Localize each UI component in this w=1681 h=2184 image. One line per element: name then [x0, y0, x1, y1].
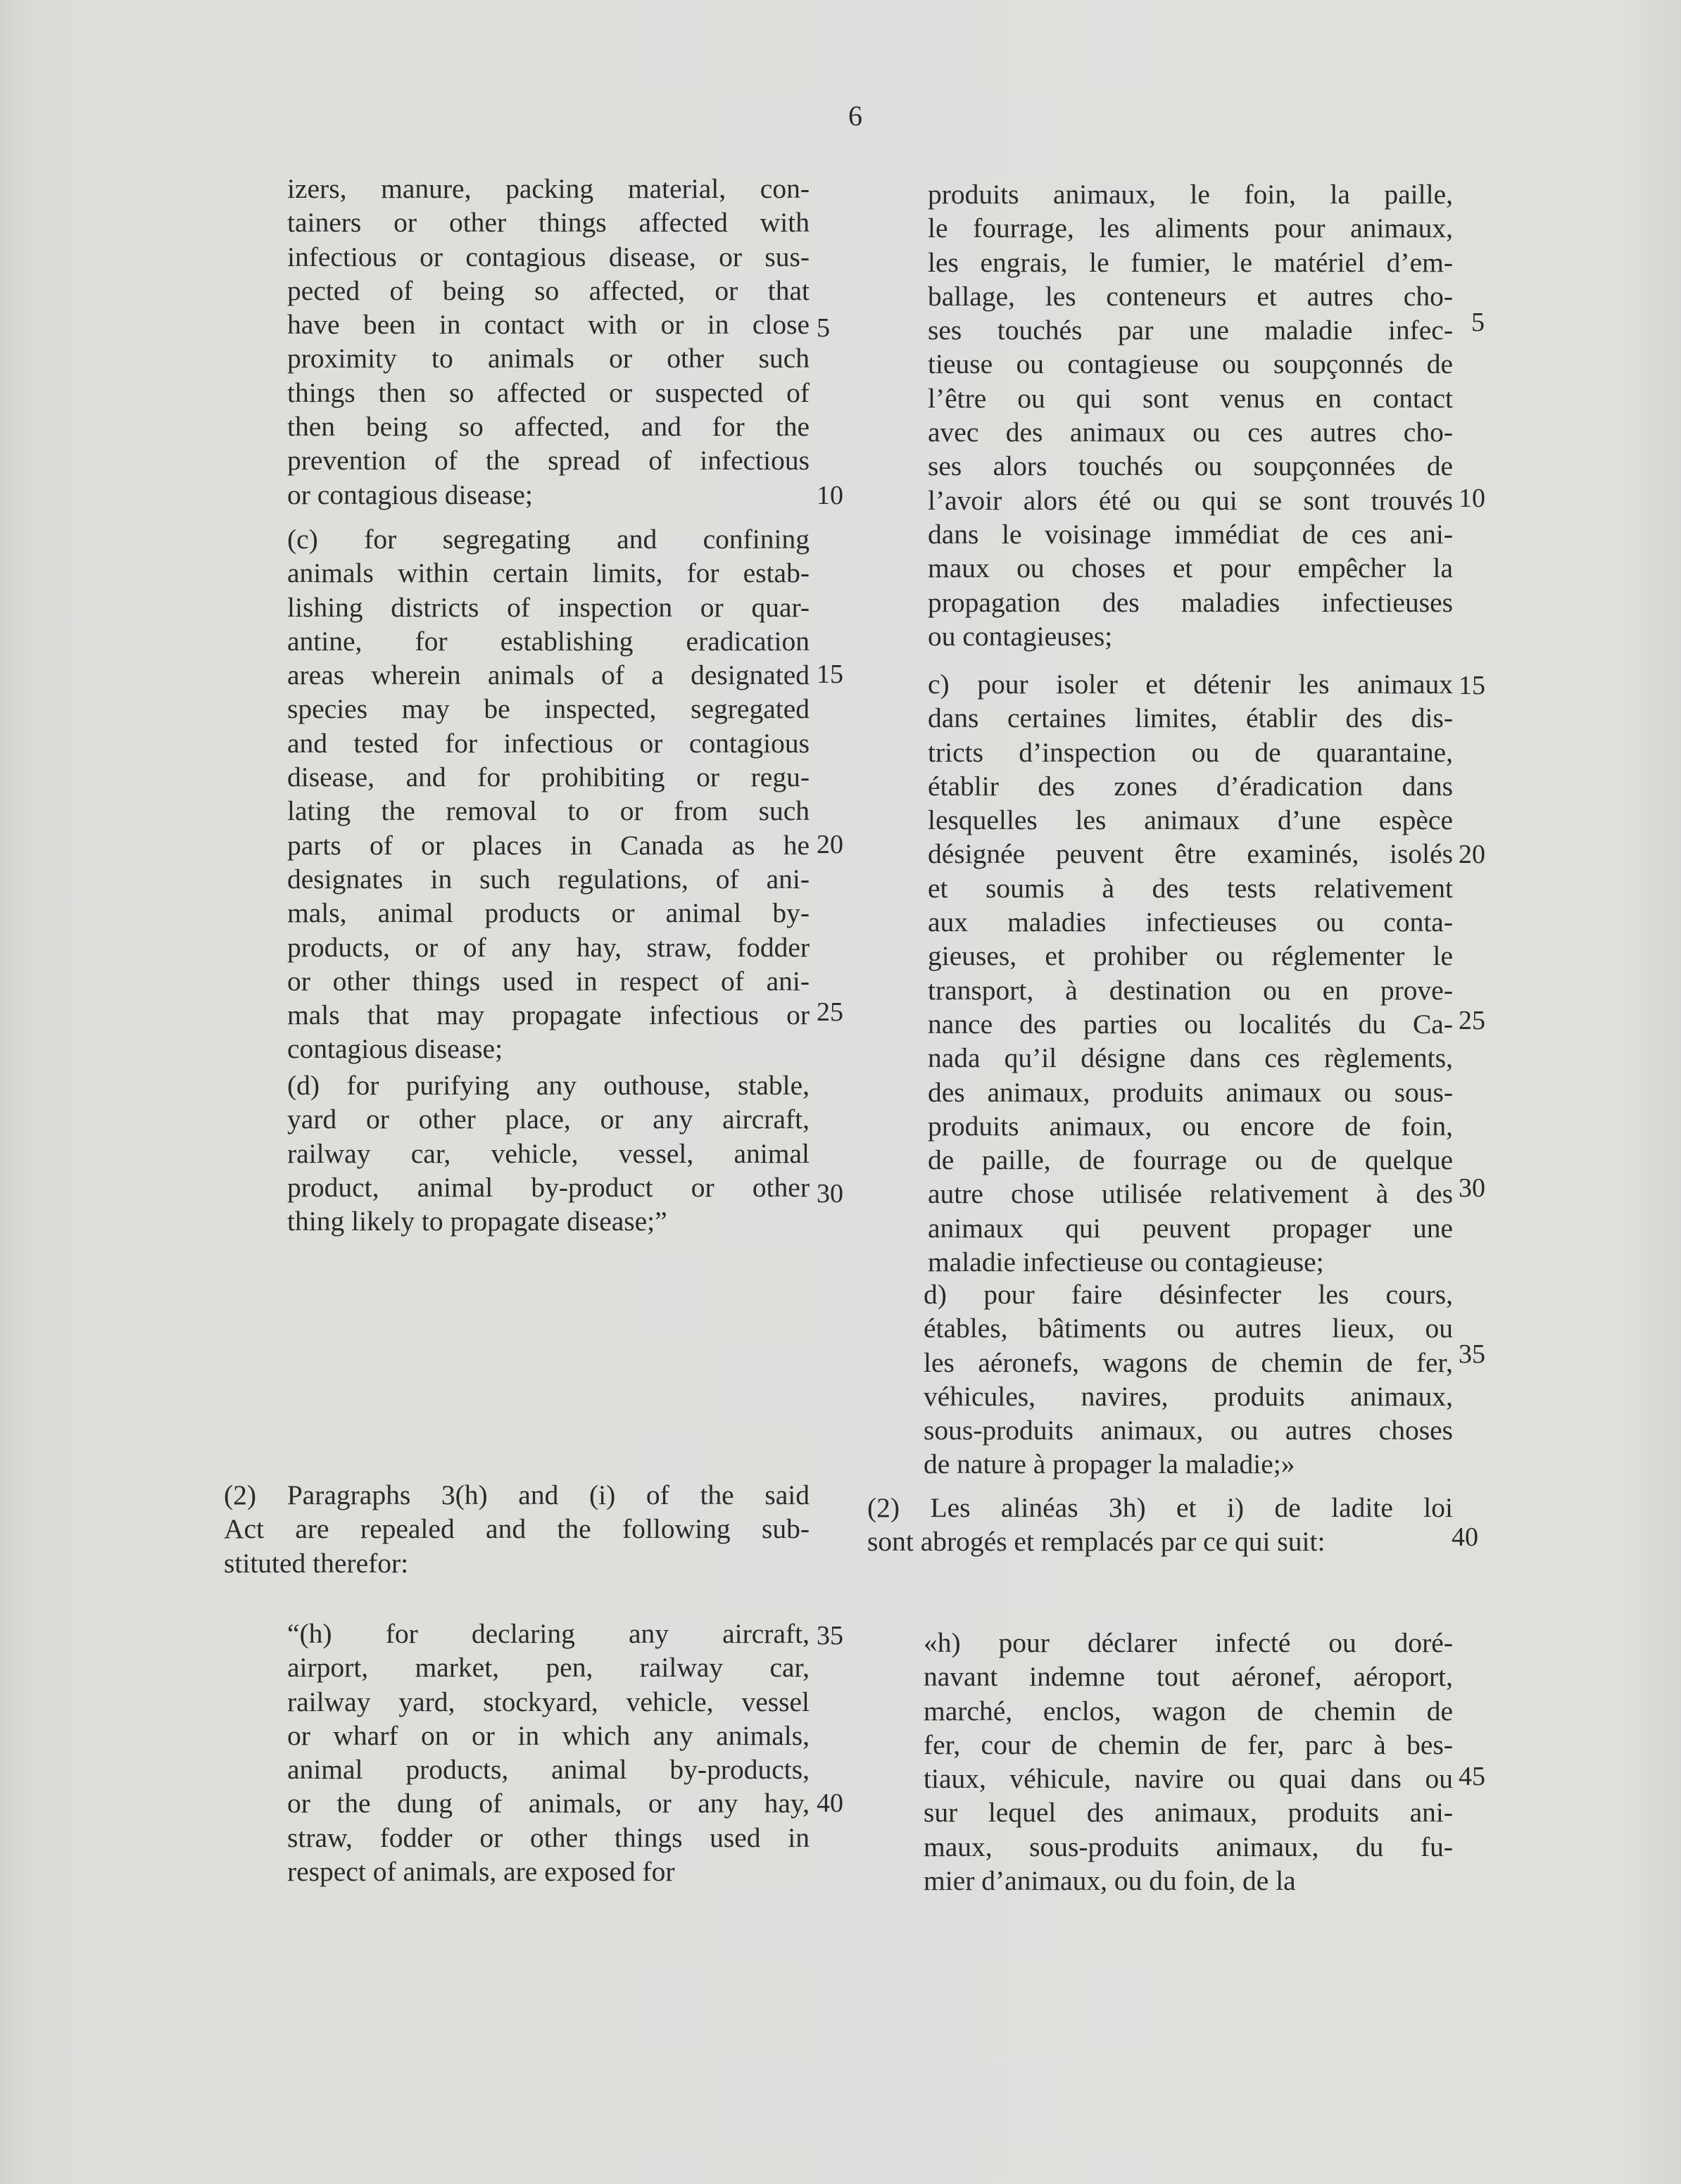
text-line: railway yard, stockyard, vehicle, vessel: [287, 1686, 810, 1717]
text-line: aux maladies infectieuses ou conta-: [928, 907, 1453, 938]
text-line: mals that may propagate infectious or: [287, 999, 810, 1031]
text-line: nance des parties ou localités du Ca-: [928, 1008, 1453, 1040]
text-line: de paille, de fourrage ou de quelque: [928, 1144, 1453, 1176]
french-block-1: [928, 177, 1453, 653]
text-line: or wharf on or in which any animals,: [287, 1719, 810, 1751]
text-line: lishing districts of inspection or quar-: [287, 591, 810, 623]
text-line: infectious or contagious disease, or sus-: [287, 241, 810, 272]
text-line: pected of being so affected, or that: [287, 274, 810, 306]
text-line: étables, bâtiments ou autres lieux, ou: [924, 1313, 1453, 1344]
text-line: products, or of any hay, straw, fodder: [287, 931, 810, 963]
text-line: animaux qui peuvent propager une: [928, 1212, 1453, 1244]
text-line: produits animaux, ou encore de foin,: [928, 1110, 1453, 1142]
text-line: designates in such regulations, of ani-: [287, 863, 810, 895]
text-line: marché, enclos, wagon de chemin de: [924, 1695, 1453, 1727]
line-number-en-40: 40: [817, 1788, 843, 1818]
text-line: nada qu’il désigne dans ces règlements,: [928, 1042, 1453, 1074]
text-line: dans certaines limites, établir des dis-: [928, 702, 1453, 734]
text-line: tainers or other things affected with: [287, 207, 810, 239]
text-line: des animaux, produits animaux ou sous-: [928, 1076, 1453, 1108]
line-number-fr-10: 10: [1459, 484, 1485, 513]
text-line: tricts d’inspection ou de quarantaine,: [928, 736, 1453, 768]
text-line: l’être ou qui sont venus en contact: [928, 382, 1453, 414]
text-line: contagious disease;: [287, 1033, 503, 1065]
line-number-fr-40: 40: [1452, 1522, 1478, 1552]
text-line: animals within certain limits, for estab-: [287, 557, 810, 589]
text-line: straw, fodder or other things used in: [287, 1822, 810, 1853]
text-line: lesquelles les animaux d’une espèce: [928, 804, 1453, 836]
text-line: (d) for purifying any outhouse, stable,: [287, 1070, 810, 1101]
text-line: tieuse ou contagieuse ou soupçonnés de: [928, 348, 1453, 380]
text-line: désignée peuvent être examinés, isolés: [928, 838, 1453, 870]
line-number-fr-5: 5: [1471, 308, 1485, 337]
text-line: things then so affected or suspected of: [287, 377, 810, 408]
text-line: airport, market, pen, railway car,: [287, 1652, 810, 1684]
line-number-en-25: 25: [817, 997, 843, 1027]
line-number-fr-25: 25: [1459, 1006, 1485, 1035]
text-line: species may be inspected, segregated: [287, 693, 810, 725]
text-line: l’avoir alors été ou qui se sont trouvés: [928, 484, 1453, 516]
text-line: les aéronefs, wagons de chemin de fer,: [924, 1346, 1453, 1378]
text-line: navant indemne tout aéronef, aéroport,: [924, 1661, 1453, 1693]
line-number-fr-35: 35: [1459, 1339, 1485, 1369]
line-number-en-15: 15: [817, 659, 843, 689]
line-number-fr-20: 20: [1459, 840, 1485, 869]
text-line: «h) pour déclarer infecté ou doré-: [924, 1627, 1453, 1658]
french-paragraph-h: [924, 1626, 1453, 1898]
text-line: have been in contact with or in close: [287, 309, 810, 341]
text-line: véhicules, navires, produits animaux,: [924, 1380, 1453, 1412]
line-number-fr-30: 30: [1459, 1173, 1485, 1203]
text-line: (2) Paragraphs 3(h) and (i) of the said: [224, 1479, 810, 1510]
text-line: mier d’animaux, ou du foin, de la: [924, 1865, 1296, 1897]
english-block-1: [287, 172, 810, 512]
text-line: proximity to animals or other such: [287, 343, 810, 374]
line-number-en-35: 35: [817, 1621, 843, 1650]
text-line: areas wherein animals of a designated: [287, 659, 810, 691]
text-line: railway car, vehicle, vessel, animal: [287, 1137, 810, 1169]
text-line: animal products, animal by-products,: [287, 1754, 810, 1786]
text-line: ballage, les conteneurs et autres cho-: [928, 280, 1453, 312]
french-subsection-2: [867, 1491, 1453, 1559]
text-line: or other things used in respect of ani-: [287, 965, 810, 997]
text-line: établir des zones d’éradication dans: [928, 770, 1453, 802]
text-line: gieuses, et prohiber ou réglementer le: [928, 940, 1453, 972]
text-line: respect of animals, are exposed for: [287, 1856, 675, 1888]
text-line: ses alors touchés ou soupçonnées de: [928, 450, 1453, 482]
text-line: maux ou choses et pour empêcher la: [928, 553, 1453, 584]
text-line: c) pour isoler et détenir les animaux: [928, 669, 1453, 700]
french-paragraph-c: [928, 667, 1453, 1279]
text-line: prevention of the spread of infectious: [287, 445, 810, 476]
text-line: fer, cour de chemin de fer, parc à bes-: [924, 1729, 1453, 1760]
text-line: de nature à propager la maladie;»: [924, 1448, 1295, 1480]
text-line: or contagious disease;: [287, 479, 533, 510]
text-line: et soumis à des tests relativement: [928, 872, 1453, 904]
text-line: ou contagieuses;: [928, 620, 1113, 652]
line-number-en-30: 30: [817, 1179, 843, 1208]
text-line: lating the removal to or from such: [287, 795, 810, 827]
text-line: d) pour faire désinfecter les cours,: [924, 1279, 1453, 1310]
text-line: maux, sous-produits animaux, du fu-: [924, 1831, 1453, 1862]
text-line: then being so affected, and for the: [287, 411, 810, 443]
text-line: avec des animaux ou ces autres cho-: [928, 417, 1453, 448]
text-line: sont abrogés et remplacés par ce qui suit:: [867, 1526, 1326, 1558]
text-line: antine, for establishing eradication: [287, 625, 810, 657]
text-line: disease, and for prohibiting or regu-: [287, 762, 810, 793]
text-line: and tested for infectious or contagious: [287, 727, 810, 759]
text-line: les engrais, le fumier, le matériel d’em-: [928, 246, 1453, 278]
text-line: transport, à destination ou en prove-: [928, 974, 1453, 1006]
text-line: thing likely to propagate disease;”: [287, 1206, 667, 1237]
text-line: ses touchés par une maladie infec-: [928, 315, 1453, 346]
text-line: le fourrage, les aliments pour animaux,: [928, 213, 1453, 244]
text-line: stituted therefor:: [224, 1547, 409, 1579]
line-number-fr-15: 15: [1459, 671, 1485, 700]
text-line: dans le voisinage immédiat de ces ani-: [928, 518, 1453, 550]
text-line: or the dung of animals, or any hay,: [287, 1788, 810, 1819]
text-line: produits animaux, le foin, la paille,: [928, 179, 1453, 210]
text-line: tiaux, véhicule, navire ou quai dans ou: [924, 1763, 1453, 1795]
line-number-fr-45: 45: [1459, 1762, 1485, 1791]
text-line: yard or other place, or any aircraft,: [287, 1104, 810, 1135]
text-line: mals, animal products or animal by-: [287, 897, 810, 929]
text-line: (2) Les alinéas 3h) et i) de ladite loi: [867, 1492, 1453, 1523]
line-number-en-5: 5: [817, 313, 830, 343]
text-line: autre chose utilisée relativement à des: [928, 1178, 1453, 1210]
text-line: propagation des maladies infectieuses: [928, 586, 1453, 618]
english-paragraph-c: [287, 522, 810, 1066]
english-paragraph-h: [287, 1617, 810, 1888]
french-paragraph-d: [924, 1277, 1453, 1482]
text-line: Act are repealed and the following sub-: [224, 1513, 810, 1545]
text-line: (c) for segregating and confining: [287, 524, 810, 555]
english-paragraph-d: [287, 1068, 810, 1238]
text-line: sur lequel des animaux, produits ani-: [924, 1797, 1453, 1829]
text-line: maladie infectieuse ou contagieuse;: [928, 1246, 1324, 1278]
text-line: product, animal by-product or other: [287, 1171, 810, 1203]
text-line: parts of or places in Canada as he: [287, 829, 810, 861]
line-number-en-20: 20: [817, 830, 843, 859]
page-number: 6: [848, 100, 862, 132]
english-subsection-2: [224, 1478, 810, 1580]
text-line: sous-produits animaux, ou autres choses: [924, 1415, 1453, 1446]
line-number-en-10: 10: [817, 481, 843, 510]
text-line: izers, manure, packing material, con-: [287, 173, 810, 204]
text-line: “(h) for declaring any aircraft,: [287, 1618, 810, 1649]
